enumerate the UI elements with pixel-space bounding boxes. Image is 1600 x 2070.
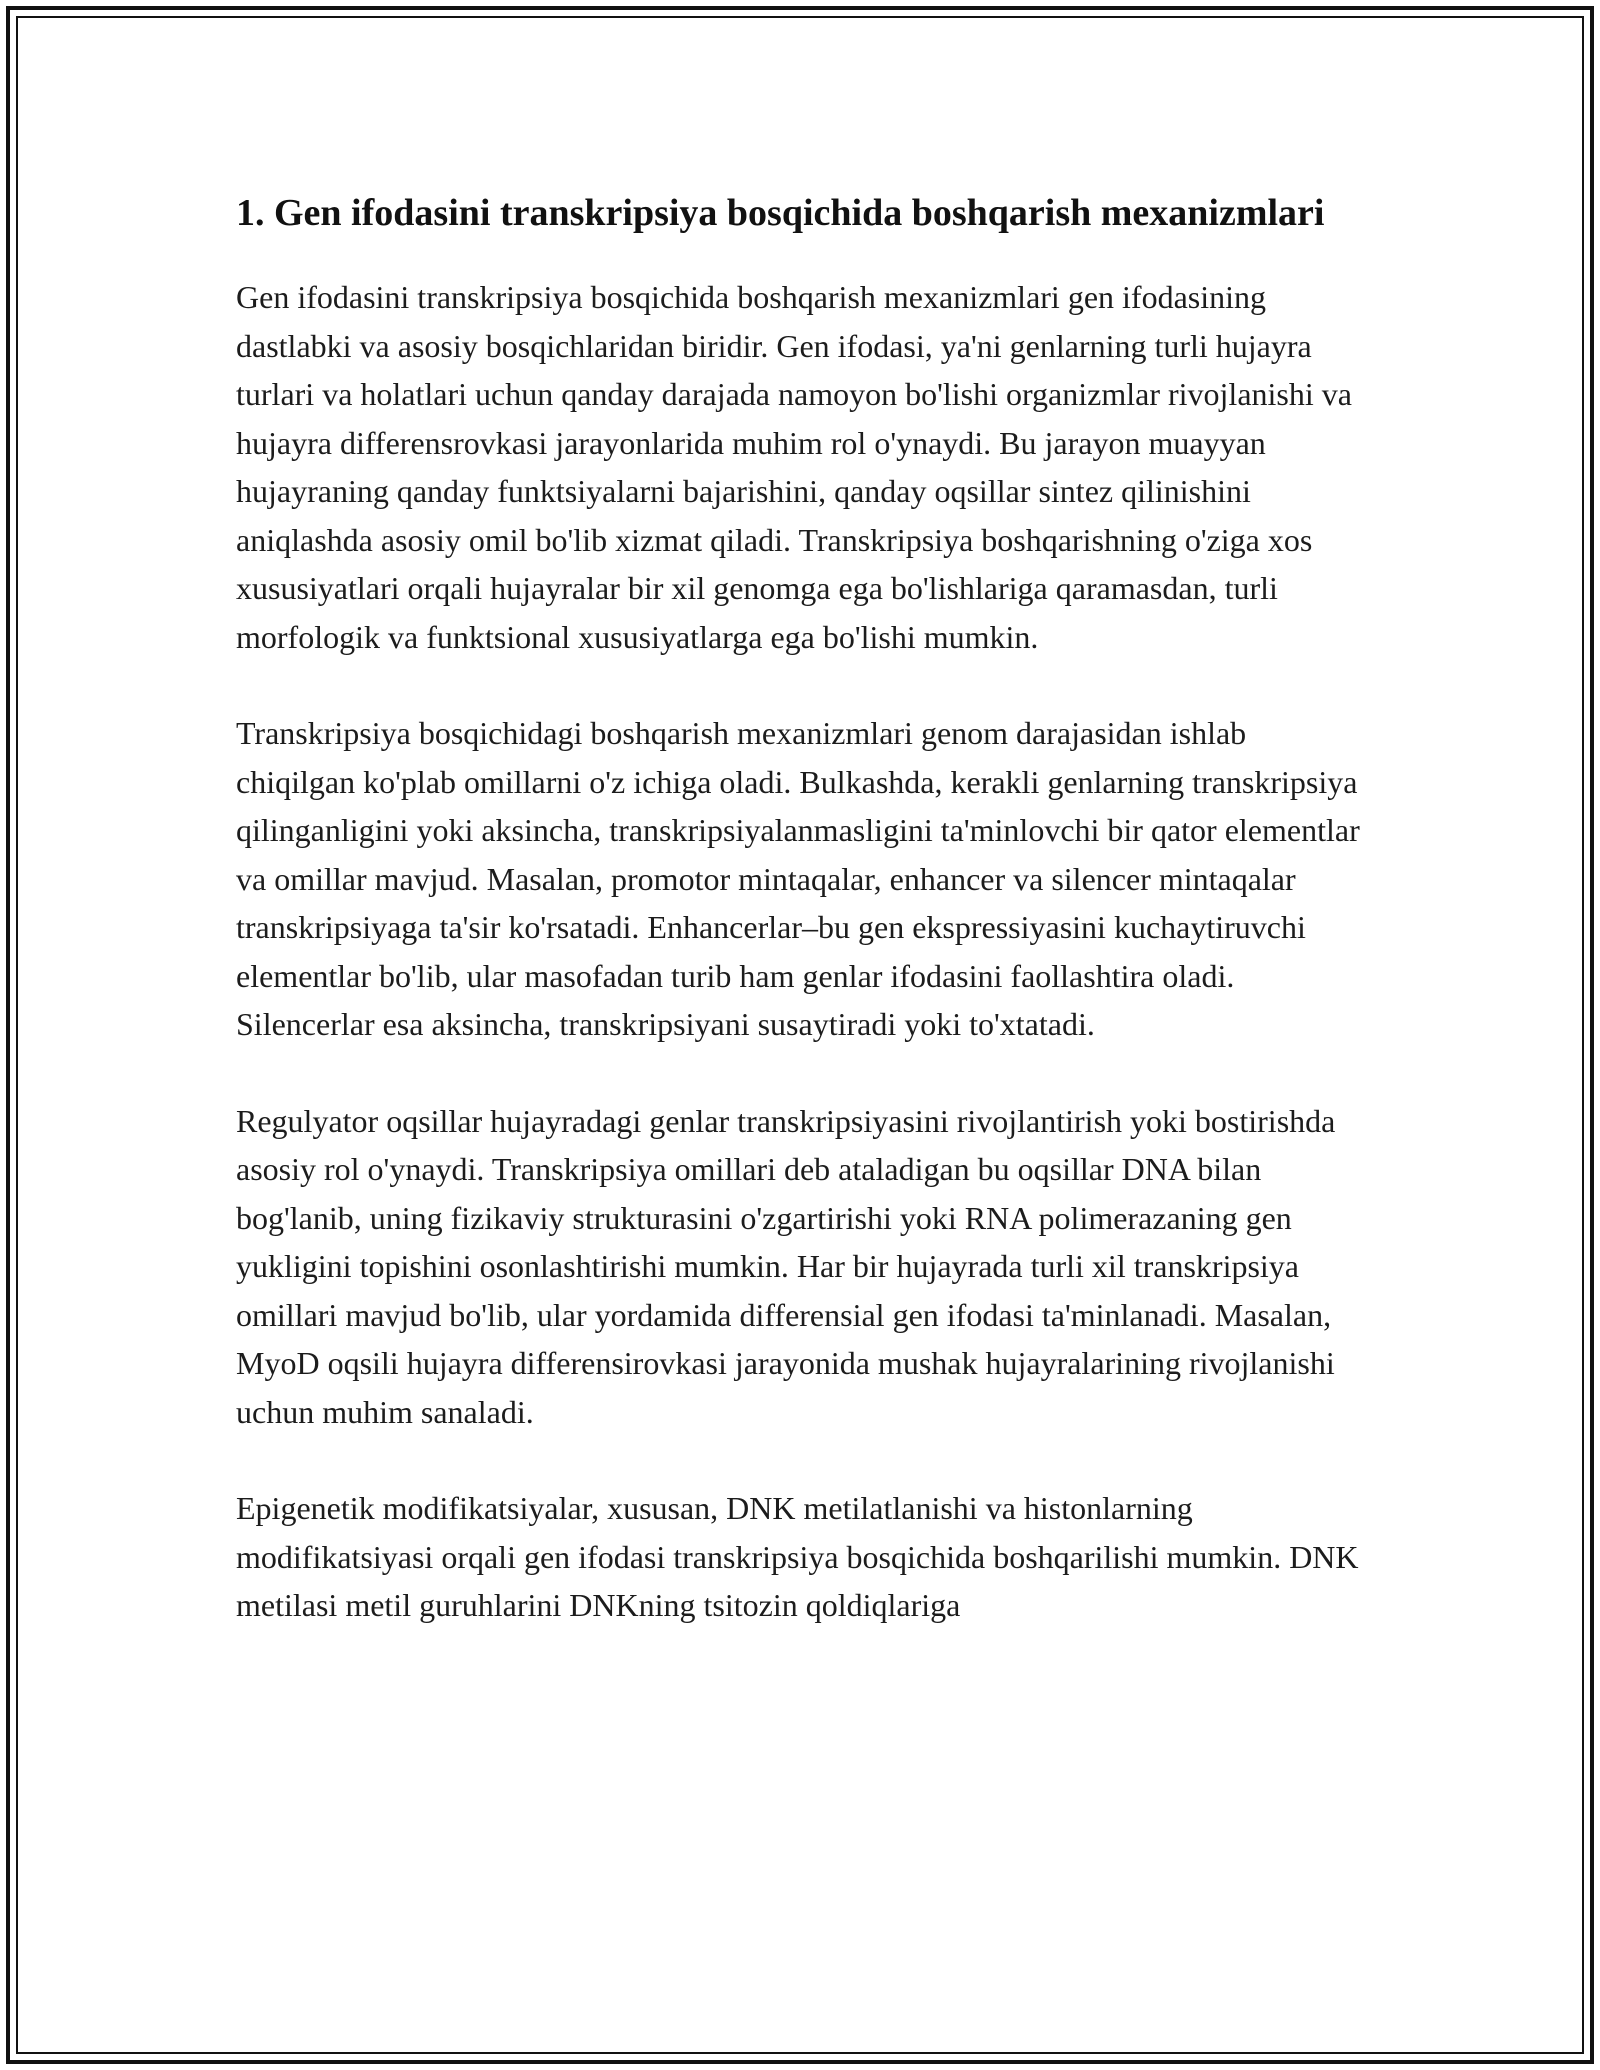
document-body — [236, 186, 1366, 1678]
paragraph-3: Regulyator oqsillar hujayradagi genlar transkripsiyasini rivojlantirish yoki bostirishda asosiy rol o'ynaydi. Transkripsiya omillari deb ataladigan bu oqsillar DNA bilan bog'lanib, uning fizikaviy strukturasini o'zgartirishi yoki RNA polimerazaning gen yukligini topishini osonlashtirishi mumkin. Har bir hujayrada turli xil transkripsiya omillari mavjud bo'lib, ular yordamida differensial gen ifodasi ta'minlanadi. Masalan, MyoD oqsili hujayra differensirovkasi jarayonida mushak hujayralarining rivojlanishi uchun muhim sanaladi. — [236, 1102, 1336, 1430]
paragraph-4: Epigenetik modifikatsiyalar, xususan, DNK metilatlanishi va histonlarning modifikatsiyasi orqali gen ifodasi transkripsiya bosqichida boshqarilishi mumkin. DNK metilasi metil guruhlarini DNKning tsitozin qoldiqlariga — [236, 1490, 1359, 1623]
paragraph-1: Gen ifodasini transkripsiya bosqichida boshqarish mexanizmlari gen ifodasining dastlabki va asosiy bosqichlaridan biridir. Gen ifodasi, ya'ni genlarning turli hujayra turlari va holatlari uchun qanday darajada namoyon bo'lishi organizmlar rivojlanishi va hujayra differensrovkasi jarayonlarida muhim rol o'ynaydi. Bu jarayon muayyan hujayraning qanday funktsiyalarni bajarishini, qanday oqsillar sintez qilinishini aniqlashda asosiy omil bo'lib xizmat qiladi. Transkripsiya boshqarishning o'ziga xos xususiyatlari orqali hujayralar bir xil genomga ega bo'lishlariga qaramasdan, turli morfologik va funktsional xususiyatlarga ega bo'lishi mumkin. — [236, 279, 1352, 655]
section-title: 1. Gen ifodasini transkripsiya bosqichida boshqarish mexanizmlari — [236, 192, 1325, 234]
paragraph-2: Transkripsiya bosqichidagi boshqarish mexanizmlari genom darajasidan ishlab chiqilgan ko'plab omillarni o'z ichiga oladi. Bulkashda, kerakli genlarning transkripsiya qilinganligini yoki aksincha, transkripsiyalanmasligini ta'minlovchi bir qator elementlar va omillar mavjud. Masalan, promotor mintaqalar, enhancer va silencer mintaqalar transkripsiyaga ta'sir ko'rsatadi. Enhancerlar–bu gen ekspressiyasini kuchaytiruvchi elementlar bo'lib, ular masofadan turib ham genlar ifodasini faollashtira oladi. Silencerlar esa aksincha, transkripsiyani susaytiradi yoki to'xtatadi. — [236, 715, 1360, 1042]
